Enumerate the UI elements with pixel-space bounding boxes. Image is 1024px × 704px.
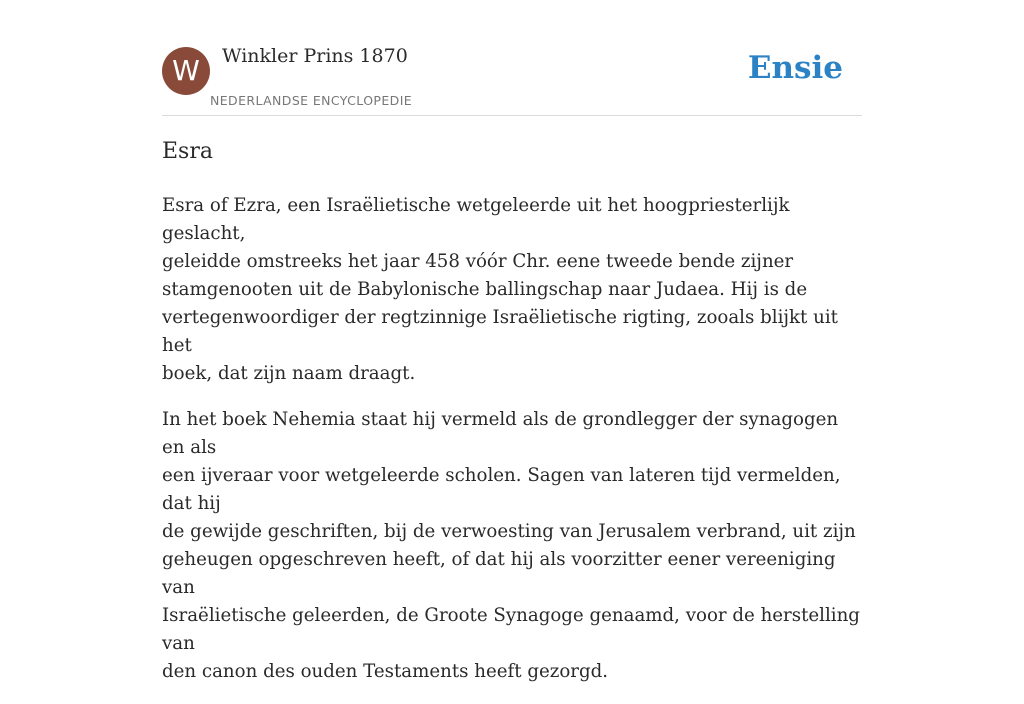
paragraph-line: vertegenwoordiger der regtzinnige Israëlietische rigting, zooals blijkt uit het (162, 307, 838, 356)
paragraph-line: geleidde omstreeks het jaar 458 vóór Chr. eene tweede bende zijner (162, 251, 794, 272)
header-divider (162, 115, 862, 116)
paragraph-line: geheugen opgeschreven heeft, of dat hij als voorzitter eener vereeniging van (162, 549, 836, 598)
source-subtitle: NEDERLANDSE ENCYCLOPEDIE (210, 93, 413, 108)
paragraph-line: Esra of Ezra, een Israëlietische wetgeleerde uit het hoogpriesterlijk geslacht, (162, 195, 790, 244)
article-title: Esra (162, 139, 213, 164)
paragraph-line: de gewijde geschriften, bij de verwoesting van Jerusalem verbrand, uit zijn (162, 521, 856, 542)
article-body (162, 192, 862, 704)
article-paragraph (162, 192, 862, 388)
article-paragraph (162, 406, 862, 686)
source-title[interactable]: Winkler Prins 1870 (222, 45, 408, 67)
paragraph-line: boek, dat zijn naam draagt. (162, 363, 416, 384)
paragraph-line: een ijveraar voor wetgeleerde scholen. Sagen van lateren tijd vermelden, dat hij (162, 465, 841, 514)
paragraph-line: den canon des ouden Testaments heeft gezorgd. (162, 661, 609, 682)
ensie-logo[interactable]: Ensie (747, 50, 843, 86)
source-avatar[interactable]: W (162, 47, 210, 95)
paragraph-line: In het boek Nehemia staat hij vermeld als de grondlegger der synagogen en als (162, 409, 839, 458)
paragraph-line: Israëlietische geleerden, de Groote Synagoge genaamd, voor de herstelling van (162, 605, 860, 654)
paragraph-line: stamgenooten uit de Babylonische ballingschap naar Judaea. Hij is de (162, 279, 808, 300)
